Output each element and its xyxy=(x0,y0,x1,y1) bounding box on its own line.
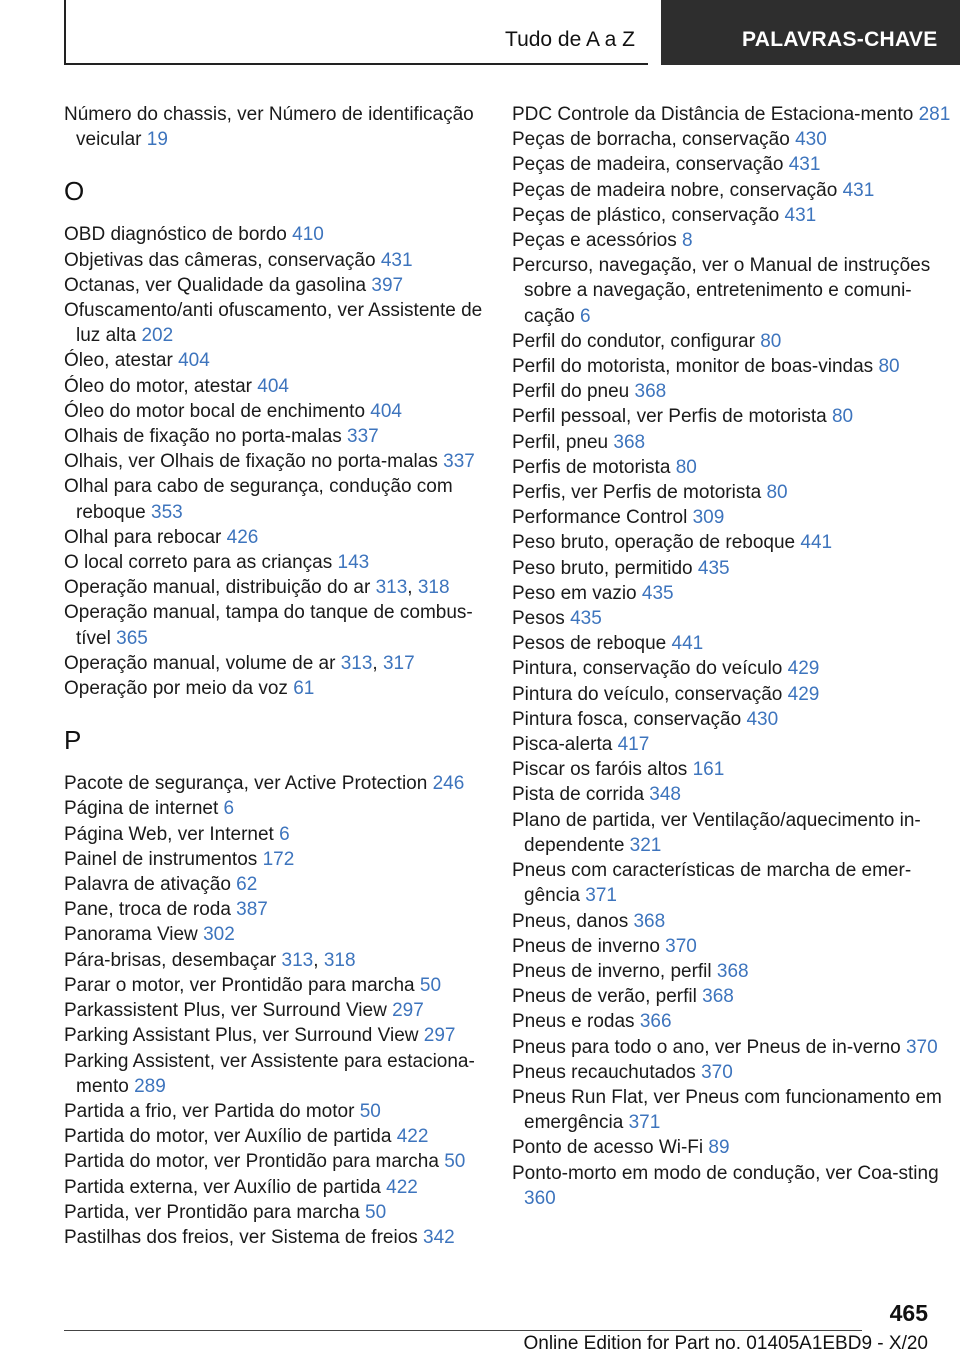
page-reference-link[interactable]: 431 xyxy=(784,204,817,226)
index-entry xyxy=(512,127,952,152)
page-reference-link[interactable]: 246 xyxy=(432,773,465,795)
page-reference-link[interactable]: 6 xyxy=(579,305,591,327)
index-entry-text: Palavra de ativação xyxy=(64,874,231,896)
index-entry-text: Ponto de acesso Wi-Fi xyxy=(512,1137,704,1159)
index-entry xyxy=(512,480,952,505)
index-entry xyxy=(512,1035,952,1060)
index-entry-text: Peças e acessórios xyxy=(512,230,677,252)
index-entry-text: Peças de madeira, conservação xyxy=(512,154,784,176)
index-entry xyxy=(64,1124,484,1149)
page-reference-link[interactable]: 431 xyxy=(842,179,875,201)
index-entry-text: Parar o motor, ver Prontidão para marcha xyxy=(64,974,415,996)
index-entry-text: Perfis, ver Perfis de motorista xyxy=(512,482,762,504)
index-entry-text: Pista de corrida xyxy=(512,784,645,806)
page-reference-link[interactable]: 370 xyxy=(905,1036,938,1058)
index-entry xyxy=(64,1049,484,1099)
index-entry-text: Peso bruto, permitido xyxy=(512,557,693,579)
page-reference-link[interactable]: 370 xyxy=(665,935,697,957)
index-entry-text: Pintura do veículo, conservação xyxy=(512,683,783,705)
index-entry-text: Pneus Run Flat, ver Pneus com funcionamento em emergência xyxy=(512,1086,942,1134)
page-reference-link[interactable]: 50 xyxy=(419,974,442,996)
index-entry-text: Olhal para cabo de segurança, condução com reboque xyxy=(64,476,453,523)
index-entry xyxy=(512,379,952,404)
index-entry xyxy=(512,530,952,555)
index-entry xyxy=(512,631,952,656)
index-entry xyxy=(64,1099,484,1124)
index-entry-text: Peças de plástico, conservação xyxy=(512,204,780,226)
index-column-right xyxy=(512,102,952,1211)
index-entry xyxy=(64,449,484,474)
index-entry-text: Pisca-alerta xyxy=(512,734,613,756)
index-entry-text: Pára-brisas, desembaçar xyxy=(64,949,277,971)
index-entry-text: PDC Controle da Distância de Estaciona-mento xyxy=(512,104,914,125)
index-entry-text: Pesos xyxy=(512,608,565,630)
index-entry xyxy=(64,922,484,947)
index-entry xyxy=(512,808,952,858)
page-reference-link[interactable]: 202 xyxy=(141,325,174,347)
page-reference-link[interactable]: 348 xyxy=(649,784,681,806)
index-entry: Pára-brisas, desembaçar 313, 318 xyxy=(64,949,356,971)
index-entry xyxy=(512,455,952,480)
index-entry-text: Octanas, ver Qualidade da gasolina xyxy=(64,274,367,296)
page-reference-link[interactable]: 435 xyxy=(641,582,674,604)
page-reference-link[interactable]: 337 xyxy=(443,451,475,473)
page-reference-link[interactable]: 161 xyxy=(692,759,725,781)
page-reference-link[interactable]: 143 xyxy=(337,552,370,574)
page-reference-link[interactable]: 371 xyxy=(628,1112,661,1134)
index-entry-text: Óleo do motor, atestar xyxy=(64,375,252,397)
index-entry xyxy=(64,998,484,1023)
index-entry-text: Olhal para rebocar xyxy=(64,526,222,548)
header-section-title: Tudo de A a Z xyxy=(505,28,635,51)
index-entry xyxy=(512,354,952,379)
page-reference-link[interactable]: 50 xyxy=(444,1151,466,1173)
index-entry xyxy=(64,222,484,247)
index-entry xyxy=(64,474,484,524)
index-entry xyxy=(512,1135,952,1160)
page-reference-link[interactable]: 422 xyxy=(386,1176,418,1198)
header-bottom-rule xyxy=(64,63,648,65)
index-entry-text: Operação por meio da voz xyxy=(64,678,288,700)
index-entry xyxy=(512,228,952,253)
index-entry-text: Piscar os faróis altos xyxy=(512,759,688,781)
index-entry xyxy=(512,934,952,959)
page-reference-link[interactable]: 318 xyxy=(417,577,450,599)
page-reference-link[interactable]: 80 xyxy=(878,356,900,378)
index-entry-text: Pneus recauchutados xyxy=(512,1061,696,1083)
page-reference-link[interactable]: 387 xyxy=(236,899,268,921)
page-reference-link[interactable]: 435 xyxy=(697,557,730,579)
index-entry xyxy=(512,1060,952,1085)
page-reference-link[interactable]: 281 xyxy=(918,104,951,125)
index-entry xyxy=(64,1149,484,1174)
index-entry xyxy=(64,399,484,424)
index-entry-text: Olhais, ver Olhais de fixação no porta-malas xyxy=(64,451,438,473)
index-entry-text: Olhais de fixação no porta-malas xyxy=(64,426,342,448)
index-entry xyxy=(512,707,952,732)
page-reference-link[interactable]: 50 xyxy=(359,1100,381,1122)
index-entry xyxy=(512,606,952,631)
index-entry xyxy=(512,1161,952,1211)
index-entry-text: Operação manual, distribuição do ar xyxy=(64,577,371,599)
header-tab-keywords[interactable] xyxy=(661,0,960,65)
index-entry xyxy=(64,102,484,152)
page-reference-link[interactable]: 89 xyxy=(708,1137,730,1159)
index-entry-text: Perfil do condutor, configurar xyxy=(512,330,755,352)
index-entry xyxy=(512,581,952,606)
index-entry xyxy=(512,430,952,455)
page-reference-link[interactable]: 313 xyxy=(281,949,314,971)
page-reference-link[interactable]: 313 xyxy=(375,577,408,599)
page-reference-link[interactable]: 80 xyxy=(766,482,788,504)
index-entry-text: Performance Control xyxy=(512,507,688,529)
page-reference-link[interactable]: 297 xyxy=(423,1025,456,1047)
index-entry xyxy=(512,782,952,807)
index-entry: Operação manual, volume de ar 313, 317 xyxy=(64,652,415,674)
index-entry: Operação manual, distribuição do ar 313, 318 xyxy=(64,577,450,599)
page-reference-link[interactable]: 431 xyxy=(788,154,821,176)
page-reference-link[interactable]: 370 xyxy=(701,1061,733,1083)
footer-rule xyxy=(64,1330,862,1331)
index-entry xyxy=(512,732,952,757)
page-reference-link[interactable]: 368 xyxy=(613,431,646,453)
header-left-rule xyxy=(64,0,66,64)
index-entry xyxy=(64,847,484,872)
index-entry-text: Peças de madeira nobre, conservação xyxy=(512,179,838,201)
index-entry-text: Número do chassis, ver Número de identificação veicular xyxy=(64,104,474,151)
footer-edition-text: Online Edition for Part no. 01405A1EBD9 - X/20 xyxy=(523,1333,928,1354)
index-entry-text: Perfil pessoal, ver Perfis de motorista xyxy=(512,406,827,428)
index-entry xyxy=(64,872,484,897)
page-reference-link[interactable]: 313 xyxy=(340,652,373,674)
page-reference-link[interactable]: 365 xyxy=(116,627,148,649)
page-reference-link[interactable]: 404 xyxy=(257,375,289,397)
index-entry xyxy=(64,273,484,298)
page-reference-link[interactable]: 404 xyxy=(370,400,402,422)
index-entry xyxy=(64,1023,484,1048)
page-reference-link[interactable]: 404 xyxy=(178,350,210,372)
index-entry-text: Ofuscamento/anti ofuscamento, ver Assistente de luz alta xyxy=(64,300,483,347)
index-entry-text: Plano de partida, ver Ventilação/aquecimento in-dependente xyxy=(512,809,921,856)
index-entry xyxy=(512,1085,952,1135)
page-reference-link[interactable]: 80 xyxy=(675,456,697,478)
index-entry xyxy=(512,656,952,681)
page-reference-link[interactable]: 417 xyxy=(617,734,650,756)
index-entry-text: Pneus de verão, perfil xyxy=(512,986,697,1008)
index-entry xyxy=(512,909,952,934)
page-reference-link[interactable]: 429 xyxy=(787,658,820,680)
index-entry xyxy=(512,329,952,354)
index-entry xyxy=(512,757,952,782)
page-reference-link[interactable]: 6 xyxy=(279,823,290,845)
index-entry xyxy=(512,556,952,581)
page-reference-link[interactable]: 430 xyxy=(795,129,827,151)
index-entry xyxy=(64,298,484,348)
index-entry-text: Óleo, atestar xyxy=(64,350,173,372)
page-reference-link[interactable]: 8 xyxy=(682,230,693,252)
index-entry-text: Pneus de inverno, perfil xyxy=(512,960,712,982)
page-reference-link[interactable]: 61 xyxy=(293,678,315,700)
index-entry xyxy=(64,600,484,650)
index-entry-text: OBD diagnóstico de bordo xyxy=(64,224,287,246)
page-reference-link[interactable]: 368 xyxy=(634,381,667,403)
index-entry-text: Pacote de segurança, ver Active Protection xyxy=(64,773,428,795)
page-reference-link[interactable]: 441 xyxy=(671,633,704,655)
index-entry xyxy=(512,959,952,984)
page-reference-link[interactable]: 309 xyxy=(692,507,725,529)
page-reference-link[interactable]: 342 xyxy=(423,1226,455,1248)
index-entry xyxy=(64,550,484,575)
index-entry-text: Pneus com características de marcha de emer-gência xyxy=(512,860,912,907)
index-entry-text: Perfil do motorista, monitor de boas-vindas xyxy=(512,356,874,378)
index-entry-text: Objetivas das câmeras, conservação xyxy=(64,249,376,271)
index-entry-text: Página Web, ver Internet xyxy=(64,823,274,845)
index-entry xyxy=(64,348,484,373)
page-reference-link[interactable]: 429 xyxy=(787,683,820,705)
page-reference-link[interactable]: 353 xyxy=(151,501,183,523)
index-entry-text: Partida do motor, ver Prontidão para marcha xyxy=(64,1151,439,1173)
index-entry-text: Pesos de reboque xyxy=(512,633,667,655)
index-entry-text: Painel de instrumentos xyxy=(64,848,258,870)
index-letter-heading: P xyxy=(64,725,82,756)
page-reference-link[interactable]: 366 xyxy=(639,1011,672,1033)
index-entry xyxy=(64,973,484,998)
index-entry-text: Parkassistent Plus, ver Surround View xyxy=(64,1000,387,1022)
page-reference-link[interactable]: 368 xyxy=(716,960,749,982)
index-entry-text: Peças de borracha, conservação xyxy=(512,129,790,151)
index-entry-text: Pneus, danos xyxy=(512,910,629,932)
index-entry-text: Parking Assistent, ver Assistente para estaciona-mento xyxy=(64,1050,475,1097)
index-entry-text: Perfil do pneu xyxy=(512,381,630,403)
page-reference-link[interactable]: 426 xyxy=(226,526,259,548)
index-entry xyxy=(512,178,952,203)
index-entry xyxy=(64,525,484,550)
page-reference-link[interactable]: 50 xyxy=(365,1201,387,1223)
index-entry xyxy=(512,152,952,177)
index-entry xyxy=(64,897,484,922)
page-reference-link[interactable]: 368 xyxy=(702,986,734,1008)
page-reference-link[interactable]: 360 xyxy=(524,1187,556,1209)
index-entry xyxy=(512,253,952,329)
page-reference-link[interactable]: 430 xyxy=(746,708,779,730)
page-reference-link[interactable]: 19 xyxy=(146,129,168,151)
index-entry-text: Pneus e rodas xyxy=(512,1011,635,1033)
index-entry-text: Pneus de inverno xyxy=(512,935,660,957)
index-entry xyxy=(512,1009,952,1034)
index-entry-text: Pane, troca de roda xyxy=(64,899,231,921)
index-entry xyxy=(512,682,952,707)
index-entry xyxy=(64,822,484,847)
index-entry xyxy=(64,1175,484,1200)
index-entry xyxy=(512,984,952,1009)
index-entry-text: Percurso, navegação, ver o Manual de instruções sobre a navegação, entretenimento e comuni-cação xyxy=(512,255,931,327)
index-entry-text: Operação manual, volume de ar xyxy=(64,652,336,674)
index-entry-text: Partida do motor, ver Auxílio de partida xyxy=(64,1126,392,1148)
page-reference-link[interactable]: 289 xyxy=(134,1075,166,1097)
page-reference-link[interactable]: 371 xyxy=(585,885,617,907)
index-entry xyxy=(64,771,484,796)
index-entry-text: Ponto-morto em modo de condução, ver Coa-sting xyxy=(512,1162,939,1184)
page-reference-link[interactable]: 317 xyxy=(382,652,415,674)
header-tab-label: PALAVRAS-CHAVE xyxy=(742,28,938,51)
index-entry-text: Operação manual, tampa do tanque de combus-tível xyxy=(64,602,473,649)
index-entry-text: Pneus para todo o ano, ver Pneus de in-verno xyxy=(512,1036,901,1058)
index-entry xyxy=(512,404,952,429)
index-entry-text: Óleo do motor bocal de enchimento xyxy=(64,400,366,422)
page-reference-link[interactable]: 422 xyxy=(396,1126,429,1148)
index-entry xyxy=(512,203,952,228)
index-entry xyxy=(512,505,952,530)
index-entry-text: Partida externa, ver Auxílio de partida xyxy=(64,1176,381,1198)
page-reference-link[interactable]: 172 xyxy=(262,848,295,870)
index-entry-text: Pintura fosca, conservação xyxy=(512,708,742,730)
page-reference-link[interactable]: 431 xyxy=(380,249,413,271)
index-entry xyxy=(64,374,484,399)
page-number: 465 xyxy=(889,1300,928,1326)
index-entry xyxy=(64,796,484,821)
index-entry-text: O local correto para as crianças xyxy=(64,552,333,574)
page-reference-link[interactable]: 441 xyxy=(800,532,833,554)
index-column-left xyxy=(64,102,484,1250)
index-entry-text: Panorama View xyxy=(64,924,198,946)
page-reference-link[interactable]: 62 xyxy=(236,874,258,896)
index-entry xyxy=(64,1200,484,1225)
index-entry-text: Parking Assistant Plus, ver Surround View xyxy=(64,1025,419,1047)
index-entry xyxy=(64,676,484,701)
index-entry xyxy=(512,858,952,908)
page-reference-link[interactable]: 80 xyxy=(760,330,782,352)
page-reference-link[interactable]: 297 xyxy=(392,1000,424,1022)
page-reference-link[interactable]: 337 xyxy=(347,426,379,448)
index-entry-text: Perfis de motorista xyxy=(512,456,671,478)
page-reference-link[interactable]: 6 xyxy=(223,798,235,820)
page-reference-link[interactable]: 80 xyxy=(831,406,854,428)
index-entry-text: Partida, ver Prontidão para marcha xyxy=(64,1201,360,1223)
index-entry-text: Peso em vazio xyxy=(512,582,637,604)
index-entry-text: Página de internet xyxy=(64,798,219,820)
index-entry xyxy=(64,424,484,449)
page-reference-link[interactable]: 435 xyxy=(570,608,602,630)
index-entry-text: Pastilhas dos freios, ver Sistema de freios xyxy=(64,1226,418,1248)
page-reference-link[interactable]: 318 xyxy=(323,949,356,971)
index-entry xyxy=(64,248,484,273)
page-reference-link[interactable]: 302 xyxy=(203,924,235,946)
index-letter-heading: O xyxy=(64,176,85,207)
page-reference-link[interactable]: 410 xyxy=(292,224,324,246)
index-entry-text: Peso bruto, operação de reboque xyxy=(512,532,796,554)
index-entry-text: Partida a frio, ver Partida do motor xyxy=(64,1100,355,1122)
index-entry xyxy=(64,1225,484,1250)
page-reference-link[interactable]: 321 xyxy=(629,834,662,856)
index-entry-text: Pintura, conservação do veículo xyxy=(512,658,783,680)
index-entry-text: Perfil, pneu xyxy=(512,431,609,453)
page-reference-link[interactable]: 397 xyxy=(371,274,404,296)
index-entry xyxy=(512,102,952,127)
page-reference-link[interactable]: 368 xyxy=(633,910,666,932)
